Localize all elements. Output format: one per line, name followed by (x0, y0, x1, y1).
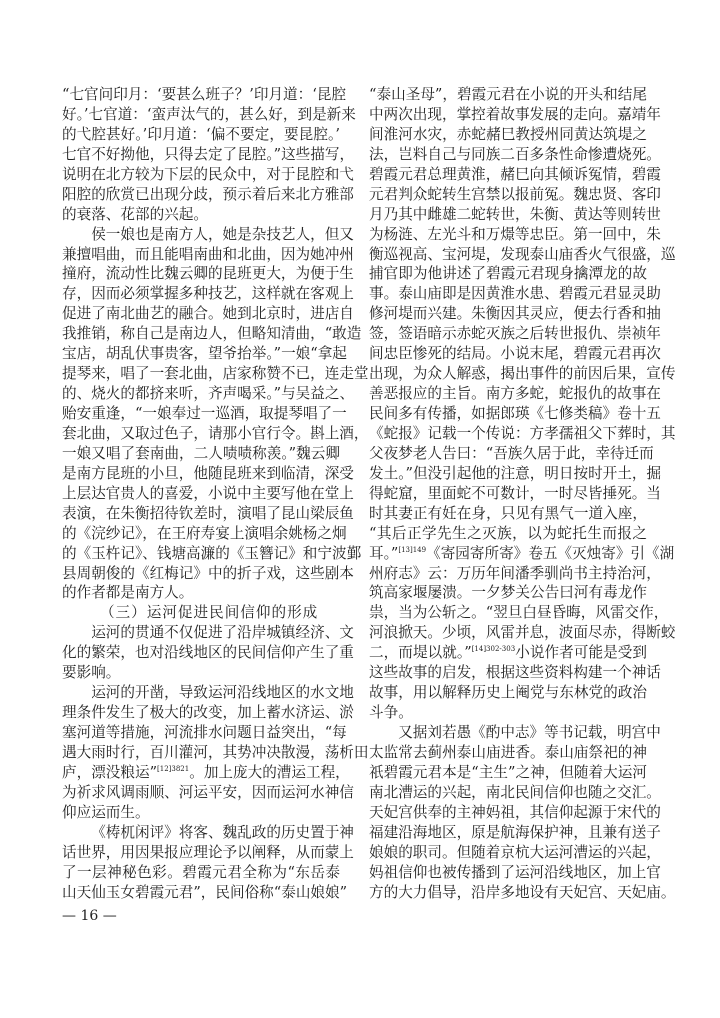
right-column (369, 85, 676, 902)
text-line: 话世界，用因果报应理论予以阐释，从而蒙上 (62, 843, 354, 861)
left-column (62, 85, 369, 902)
citation-superscript: [13]149 (398, 545, 427, 554)
text-line: 中两次出现，掌控着故事发展的走向。嘉靖年 (369, 105, 661, 123)
text-line: 月乃其中雌雄二蛇转世，朱衡、黄达等则转世 (369, 205, 661, 223)
text-line: 父夜梦老人告曰：“吾族久居于此，幸待迁而 (369, 444, 654, 462)
text-line: 修河堤而兴建。朱衡因其灵应，便去行香和抽 (369, 305, 661, 323)
text-line: （三）运河促进民间信仰的形成 (99, 604, 319, 622)
text-line: 七官不好拗他，只得去定了昆腔。”这些描写， (62, 145, 355, 163)
text-line: “泰山圣母”，碧霞元君在小说的开头和结尾 (369, 86, 647, 103)
text-segment: 小说作者可能是受到 (515, 644, 647, 662)
text-line: 州府志》云：万历年间潘季驯尚书主持治河， (369, 564, 661, 582)
text-segment: 《寄园寄所寄》卷五《灭烛寄》引《湖 (426, 544, 675, 562)
text-line: 得蛇窟，里面蛇不可数计，一时尽皆捶死。当 (369, 484, 661, 502)
text-line: 时其妻正有妊在身，只见有黑气一道入座， (369, 504, 647, 522)
text-segment: 庐，漂没粮运” (62, 763, 158, 781)
text-line: 间淮河水灾，赤蛇赭巳教授州同黄达筑堤之 (369, 125, 647, 143)
text-line: 套北曲，又取过色子，请那小官行令。斟上酒， (62, 424, 369, 442)
text-line: 山天仙玉女碧霞元君”，民间俗称“泰山娘娘” (62, 883, 348, 901)
text-line: 侯一娘也是南方人，她是杂技艺人，但又 (91, 225, 354, 243)
text-line: 兼擅唱曲，而且能唱南曲和北曲，因为她冲州 (62, 245, 354, 263)
text-line: 上层达官贵人的喜爱，小说中主要写他在堂上 (62, 484, 354, 502)
text-line: 法，岂料自己与同族二百多条性命惨遭烧死。 (369, 145, 661, 163)
text-line: 出现，为众人解惑，揭出事件的前因后果，宣传 (369, 365, 676, 383)
text-line: 的作者都是南方人。 (62, 584, 194, 602)
text-line: 要影响。 (62, 664, 121, 682)
paragraph (62, 225, 369, 604)
text-line: 妈祖信仰也被传播到了运河沿线地区，加上官 (369, 863, 661, 881)
text-line: 祇碧霞元君本是“主生”之神，但随着大运河 (369, 763, 647, 781)
text-line: 促进了南北曲艺的融合。她到北京时，进店自 (62, 305, 354, 323)
text-line: “其后正学先生之灭族，以为蛇托生而报之 (369, 524, 647, 542)
text-line: 的、烧火的都挤来听，齐声喝采。”与吴益之、 (62, 385, 355, 403)
text-line: 表演，在朱衡招待钦差时，演唱了昆山梁辰鱼 (62, 504, 354, 522)
text-line: 说明在北方较为下层的民众中，对于昆腔和弋 (62, 165, 354, 183)
paragraph (62, 623, 354, 683)
text-line: 斗争。 (369, 704, 413, 722)
page-number: — 16 — (62, 908, 117, 924)
text-line: 方的大力倡导，沿岸多地设有天妃宫、天妃庙。 (369, 883, 676, 901)
text-line: 善恶报应的主旨。南方多蛇，蛇报仇的故事在 (369, 385, 661, 403)
paragraph (369, 85, 676, 723)
citation-superscript: [12]3821 (157, 764, 190, 773)
text-line: 好。’七官道：‘蛮声汰气的，甚么好，到是新来 (62, 105, 356, 123)
text-line: 碧霞元君总理黄淮，赭巳向其倾诉冤情，碧霞 (369, 165, 661, 183)
text-line (369, 643, 647, 663)
text-line: 发土。”但没引起他的注意，明日按时开土，掘 (369, 464, 662, 482)
text-line: 《蛇报》记载一个传说：方孝孺祖父下葬时，其 (369, 424, 676, 442)
text-line: 事。泰山庙即是因黄淮水患、碧霞元君显灵助 (369, 285, 661, 303)
text-line: 为祈求风调雨顺、河运平安，因而运河水神信 (62, 783, 354, 801)
text-line: 福建沿海地区，原是航海保护神，且兼有送子 (369, 823, 661, 841)
text-line: 遇大雨时行，百川灌河，其势冲决散漫，荡析田 (62, 743, 369, 761)
text-line: 阳腔的欣赏已出现分歧，预示着后来北方雅部 (62, 185, 354, 203)
paragraph (62, 683, 369, 823)
text-segment: 。加上庞大的漕运工程， (189, 763, 350, 781)
text-line: 筑高家堰屡溃。一夕梦关公告曰河有毒龙作 (369, 584, 647, 602)
text-line: 祟，当为公斩之。“翌旦白昼昏晦，风雷交作， (369, 604, 669, 622)
text-line: 这些故事的启发，根据这些资料构建一个神话 (369, 664, 661, 682)
text-line: 捕官即为他讲述了碧霞元君现身擒潭龙的故 (369, 265, 647, 283)
text-line: 我推销，称自己是南边人，但略知清曲，“敢造 (62, 325, 362, 343)
text-line: 是南方昆班的小旦，他随昆班来到临清，深受 (62, 464, 354, 482)
text-line: 故事，用以解释历史上阉党与东林党的政治 (369, 684, 647, 702)
text-line: 太监常去蓟州泰山庙进香。泰山庙祭祀的神 (369, 743, 647, 761)
text-line: “七官问印月：‘要甚么班子？’印月道：‘昆腔 (62, 86, 347, 103)
paragraph (62, 85, 356, 225)
text-line: 了一层神秘色彩。碧霞元君全称为“东岳泰 (62, 863, 340, 881)
text-line (369, 544, 675, 564)
text-line: 衡巡视高、宝河堤，发现泰山庙香火气很盛，巡 (369, 245, 676, 263)
text-line: 间忠臣惨死的结局。小说末尾，碧霞元君再次 (369, 345, 661, 363)
text-line: 的衰落、花部的兴起。 (62, 205, 208, 223)
text-line: 的弋腔甚好。’印月道：‘偏不要定，要昆腔。’ (62, 125, 340, 143)
text-line: 河浪掀天。少顷，风雷并息，波面尽赤，得断蛟 (369, 624, 676, 642)
paragraph (369, 723, 676, 902)
text-line: 民间多有传播，如据郎瑛《七修类稿》卷十五 (369, 405, 661, 422)
text-line: 化的繁荣，也对沿线地区的民间信仰产生了重 (62, 644, 354, 662)
text-line: 贻安重逢，“一娘奉过一巡酒，取提琴唱了一 (62, 405, 347, 422)
text-line: 《梼杌闲评》将客、魏乱政的历史置于神 (91, 823, 354, 841)
text-line: 的《浣纱记》，在王府寿宴上演唱余姚杨之炯 (62, 524, 347, 542)
section-heading (62, 603, 340, 623)
text-line: 运河的贯通不仅促进了沿岸城镇经济、文 (91, 624, 354, 642)
text-line: 一娘又唱了套南曲，二人啧啧称羡。”魏云卿 (62, 444, 340, 462)
text-line: 南北漕运的兴起，南北民间信仰也随之交汇。 (369, 783, 661, 801)
text-line: 提琴来，唱了一套北曲，店家称赞不已，连走堂 (62, 365, 369, 383)
text-line: 撞府，流动性比魏云卿的昆班更大，为便于生 (62, 265, 354, 283)
text-line: 运河的开凿，导致运河沿线地区的水文地 (91, 684, 354, 702)
text-line (62, 763, 350, 783)
text-segment: 二，而堤以就。” (369, 644, 472, 662)
text-line: 为杨涟、左光斗和万燝等忠臣。第一回中，朱 (369, 225, 661, 243)
text-line: 宝店，胡乱伏事贵客，望爷抬举。”一娘“拿起 (62, 345, 347, 363)
text-segment: 耳。” (369, 544, 399, 562)
citation-superscript: [14]302-303 (471, 645, 516, 654)
text-line: 又据刘若愚《酌中志》等书记载，明宫中 (398, 724, 661, 741)
text-line: 签，签语暗示赤蛇灭族之后转世报仇、崇祯年 (369, 325, 661, 343)
text-line: 塞河道等措施，河流排水问题日益突出，“每 (62, 724, 347, 741)
text-line: 天妃宫供奉的主神妈祖，其信仰起源于宋代的 (369, 803, 661, 821)
paragraph (62, 823, 354, 903)
text-line: 仰应运而生。 (62, 803, 150, 821)
text-line: 理条件发生了极大的改变，加上蓄水济运、淤 (62, 704, 354, 722)
text-line: 元君判众蛇转生宫禁以报前冤。魏忠贤、客印 (369, 185, 661, 203)
text-line: 的《玉杵记》、钱塘高濂的《玉簪记》和宁波鄞 (62, 544, 362, 562)
text-line: 娘娘的职司。但随着京杭大运河漕运的兴起， (369, 843, 661, 861)
text-line: 县周朝俊的《红梅记》中的折子戏，这些剧本 (62, 564, 354, 582)
text-line: 存，因而必须掌握多种技艺，这样就在客观上 (62, 285, 354, 303)
